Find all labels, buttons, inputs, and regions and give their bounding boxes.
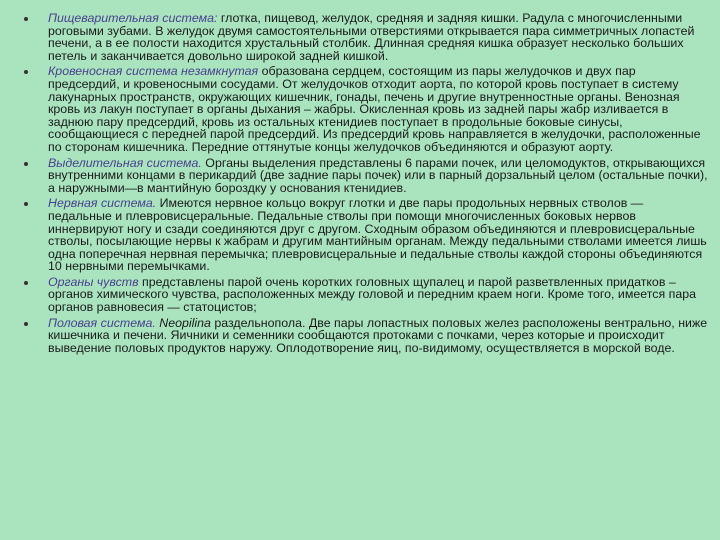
bullet-nervous-system: [24, 197, 710, 273]
bullet-circulatory-system: [24, 65, 710, 153]
text-circulatory-system: образована сердцем, состоящим из пары желудочков и двух пар предсердий, и кровеносными сосудами. От желудочков отходит аорта, по которой кровь поступает в систему лакунарных пространств, окружающих кишечник, гонады, печень и другие внутренностные органы. Венозная кровь из лакун поступает в органы дыхания – жабры. Окисленная кровь из задней пары жабр изливается в заднюю пару предсердий, кровь из остальных ктенидиев поступает в продольные боковые синусы, сообщающиеся с передней парой предсердий. Из предсердий кровь направляется в желудочки, расположенные по сторонам кишечника. Передние оттянутые концы желудочков объединяются и образуют аорту.: [48, 64, 701, 154]
term-reproductive-system: Половая система.: [48, 315, 156, 330]
bullet-dot-icon: [24, 281, 28, 285]
bullet-sense-organs: [24, 276, 710, 314]
bullet-list: [24, 12, 710, 354]
text-reproductive-system: раздельнопола. Две пары лопастных половых желез расположены вентрально, ниже кишечника и печени. Яичники и семенники сообщаются протоками с почками, через которые и происходит выведение половых продуктов наружу. Оплодотворение яиц, по-видимому, осуществляется в морской воде.: [48, 315, 708, 355]
text-digestive-system: глотка, пищевод, желудок, средняя и задняя кишки. Радула с многочисленными роговыми зубами. В желудок двумя самостоятельными отверстиями открывается пара симметричных лопастей печени, а в ее полости находится хрустальный столбик. Длинная средняя кишка образует несколько больших петель и заканчивается довольно широкой задней кишкой.: [48, 11, 695, 63]
bullet-digestive-system: [24, 12, 710, 62]
text-excretory-system: Органы выделения представлены 6 парами почек, или целомодуктов, открывающихся внутренними концами в перикардий (две задние пары почек) или в парный дорзальный целом (остальные почки), а наружными—в мантийную бороздку у основания ктенидиев.: [48, 155, 708, 195]
bullet-dot-icon: [24, 70, 28, 74]
term-digestive-system: Пищеварительная система:: [48, 11, 218, 25]
bullet-reproductive-system: [24, 317, 710, 355]
term-nervous-system: Нервная система.: [48, 196, 157, 211]
term-circulatory-system: Кровеносная система незамкнутая: [48, 64, 259, 79]
text-nervous-system: Имеются нервное кольцо вокруг глотки и две пары продольных нервных стволов — педальные и плевровисцеральные. Педальные стволы при помощи многочисленных боковых нервов иннервируют ногу и сзади соединяются друг с другом. Сходным образом объединяются и плевровисцеральные стволы, посылающие нервы к жабрам и другим мантийным органам. Между педальными стволами имеется лишь одна поперечная нервная перемычка; плевровисцеральные и педальные стволы каждой стороны объединяются 10 нервными перемычками.: [48, 196, 707, 274]
species-name: Neopilina: [155, 315, 211, 330]
bullet-excretory-system: [24, 157, 710, 195]
bullet-dot-icon: [24, 202, 28, 206]
bullet-dot-icon: [24, 162, 28, 166]
bullet-dot-icon: [24, 322, 28, 326]
term-sense-organs: Органы чувств: [48, 274, 139, 289]
term-excretory-system: Выделительная система.: [48, 155, 202, 170]
text-sense-organs: представлены парой очень коротких головных щупалец и парой разветвленных придатков – органов химического чувства, расположенных между головой и передним краем ноги. Кроме того, имеется пара органов равновесия — статоцистов;: [48, 274, 697, 315]
bullet-dot-icon: [24, 17, 28, 21]
